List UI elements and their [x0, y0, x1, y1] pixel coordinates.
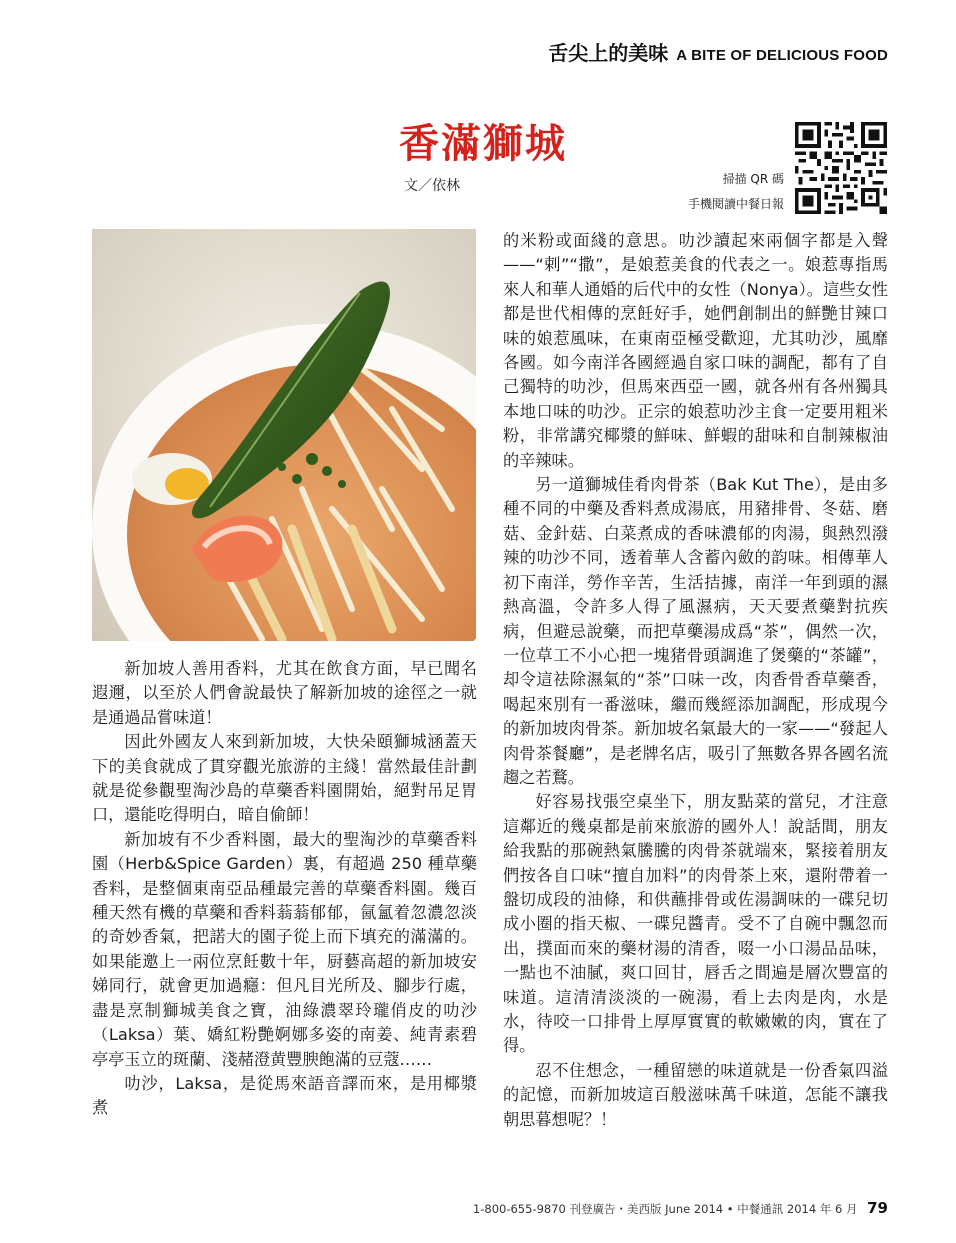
section-header [0, 37, 888, 66]
paragraph: 忍不住想念，一種留戀的味道就是一份香氣四溢的記憶，而新加坡這百般滋味萬千味道，怎能不讓我朝思暮想呢？！ [503, 1060, 888, 1129]
footer-month: June [665, 1202, 691, 1216]
qr-caption-line1: 掃描 QR 碼 [722, 172, 784, 186]
laksa-photo [92, 229, 476, 641]
footer-year: 2014 [693, 1202, 724, 1216]
qr-code-icon[interactable] [795, 122, 887, 214]
footer-date: 2014 年 6 月 [786, 1202, 858, 1216]
paragraph: 因此外國友人來到新加坡，大快朵頤獅城涵蓋天下的美食就成了貫穿觀光旅游的主綫！當然最佳計劃就是從參觀聖淘沙島的草藥香料園開始，絕對吊足胃口，還能吃得明白，暗自偷師！ [92, 732, 477, 825]
footer-ad-text: 刊登廣告・美西版 [569, 1202, 662, 1216]
paragraph: 另一道獅城佳肴肉骨茶（Bak Kut The），是由多種不同的中藥及香料煮成湯底，用豬排骨、冬菇、磨菇、金針菇、白菜煮成的香味濃郁的肉湯，與熱烈潑辣的叻沙不同，透着華人含蓄內斂的韵味。相傳華人初下南洋，勞作辛苦，生活拮據，南洋一年到頭的濕熱高溫，令許多人得了風濕病，天天要煮藥對抗疾病，但避忌說藥，而把草藥湯成爲“茶”，偶然一次，一位草工不小心把一塊猪骨頭調進了煲藥的“茶罐”，却令這祛除濕氣的“茶”口味一改，肉香骨香草藥香，喝起來別有一番滋味，繼而幾經添加調配，形成現今的新加坡肉骨茶。新加坡名氣最大的一家——“發起人肉骨茶餐廳”，是老牌名店，吸引了無數各界各國名流趨之若鶩。 [503, 475, 888, 787]
footer-publication: 中餐通訊 [737, 1202, 784, 1216]
article-body-right [503, 229, 888, 1132]
paragraph: 新加坡人善用香料，尤其在飲食方面，早已聞名遐邇，以至於人們會說最快了解新加坡的途徑之一就是通過品嘗味道！ [92, 659, 477, 727]
page-footer: 1-800-655-9870 刊登廣告・美西版 June 2014 • 中餐通訊 2014 年 6 月 79 [472, 1199, 888, 1217]
article-title: 香滿獅城 [399, 121, 567, 167]
page-number: 79 [867, 1199, 888, 1217]
paragraph: 新加坡有不少香料園，最大的聖淘沙的草藥香料園（Herb&Spice Garden）裏，有超過 250 種草藥香料，是整個東南亞品種最完善的草藥香料園。幾百種天然有機的草藥和香料蓊蓊郁郁，氤氳着忽濃忽淡的奇妙香氣，把諾大的園子從上而下填充的滿滿的。如果能邀上一兩位烹飪數十年，厨藝高超的新加坡安娣同行，就會更加過癮：但凡目光所及、腳步行處，盡是烹制獅城美食之寶，油綠濃翠玲瓏俏皮的叻沙（Laksa）葉、嬌紅粉艷婀娜多姿的南姜、純青素碧亭亭玉立的斑蘭、淺赭澄黄豐腴飽滿的豆蔻…… [92, 829, 477, 1069]
article-body-left [92, 657, 477, 1121]
paragraph: 的米粉或面綫的意思。叻沙讀起來兩個字都是入聲——“剌”“撒”，是娘惹美食的代表之一。娘惹專指馬來人和華人通婚的后代中的女性（Nonya）。這些女性都是世代相傳的烹飪好手，她們創制出的鮮艷甘辣口味的娘惹風味，在東南亞極受歡迎，尤其叻沙，風靡各國。如今南洋各國經過自家口味的調配，都有了自己獨特的叻沙，但馬來西亞一國，就各州有各州獨具本地口味的叻沙。正宗的娘惹叻沙主食一定要用粗米粉，非常講究椰漿的鮮味、鮮蝦的甜味和自制辣椒油的辛辣味。 [503, 231, 888, 470]
paragraph: 叻沙，Laksa，是從馬來語音譯而來，是用椰漿煮 [92, 1073, 477, 1118]
qr-caption-line2: 手機閱讀中餐日報 [687, 197, 784, 211]
footer-phone: 1-800-655-9870 [472, 1202, 566, 1216]
section-title-en: A BITE OF DELICIOUS FOOD [676, 47, 888, 64]
paragraph: 好容易找張空桌坐下，朋友點菜的當兒，才注意這鄰近的幾桌都是前來旅游的國外人！說話間，朋友給我點的那碗熱氣騰騰的肉骨茶就端來，緊接着朋友們按各自口味“擅自加料”的肉骨茶上來，還附帶着一盤切成段的油條，和供蘸排骨或佐湯調味的一碟兒切成小圈的指天椒、一碟兒醬青。受不了自碗中飄忽而出，撲面而來的藥材湯的清香，啜一小口湯品品味，一點也不油膩，爽口回甘，唇舌之間遍是層次豐富的味道。這清清淡淡的一碗湯，看上去肉是肉，水是水，待咬一口排骨上厚厚實實的軟嫩嫩的肉，實在了得。 [503, 792, 888, 1056]
section-title-zh: 舌尖上的美味 [548, 41, 669, 65]
article-byline: 文／依林 [404, 178, 460, 194]
